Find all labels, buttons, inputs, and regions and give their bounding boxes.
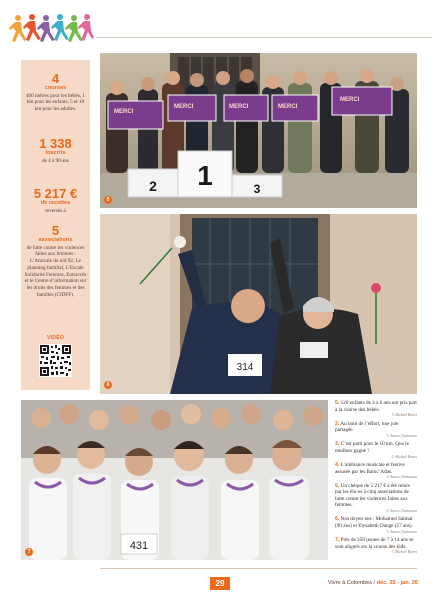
stat-associations bbox=[21, 224, 90, 299]
stat-label: courses bbox=[44, 85, 67, 91]
header-rule bbox=[96, 37, 432, 38]
photo-number-badge: 6 bbox=[104, 381, 112, 389]
caption-text: Un chèque de 5 217 € a été remis par les élu·es à cinq associations de lutte contre les violences faites aux femmes. bbox=[335, 482, 410, 509]
caption-text: 120 enfants de 4 à 6 ans ont pris part à la course des bébés. bbox=[335, 400, 417, 413]
caption-text: Nos doyen·nes : Mohamed Salmat (90 ans) et Elysabeth Dange (57 ans). bbox=[335, 516, 413, 530]
photo-kids-race bbox=[21, 400, 328, 560]
caption bbox=[335, 462, 417, 475]
caption bbox=[335, 421, 417, 434]
photo-podium-illustration bbox=[100, 53, 417, 208]
caption bbox=[335, 441, 417, 454]
issue-date: déc. 25 - jan. 26 bbox=[376, 580, 418, 586]
caption-text: L’ambiance musicale et festive assurée par les Batuc’Adas. bbox=[335, 461, 405, 475]
page-number: 29 bbox=[210, 577, 230, 590]
podium-number: 3 bbox=[253, 182, 261, 196]
stats-sidebar bbox=[21, 60, 90, 390]
photo-number-badge: 5 bbox=[104, 196, 112, 204]
caption-number: 5. bbox=[335, 400, 340, 406]
caption bbox=[335, 483, 417, 510]
stat-label: inscrits bbox=[45, 150, 66, 156]
stat-courses bbox=[21, 72, 90, 113]
stat-label: de recettes bbox=[40, 200, 71, 206]
stat-label: associations bbox=[38, 237, 73, 243]
stat-number: 1 338 bbox=[39, 136, 72, 151]
cheque-text: MERCI bbox=[174, 104, 194, 110]
cheque-text: MERCI bbox=[114, 109, 134, 115]
stat-inscrits bbox=[21, 137, 90, 164]
caption-number: 5. bbox=[335, 482, 340, 489]
bib-number: 314 bbox=[236, 362, 254, 373]
photo-podium-group bbox=[100, 53, 417, 208]
qr-code-icon[interactable] bbox=[39, 344, 72, 377]
stat-desc: reversés à bbox=[45, 207, 66, 214]
caption-text: Près de 350 jeunes de 7 à 14 ans se sont alignés sur la course des kids. bbox=[335, 537, 414, 550]
caption-number: 6. bbox=[335, 516, 340, 523]
footer-masthead bbox=[328, 580, 418, 586]
caption bbox=[335, 537, 417, 550]
caption-number: 7. bbox=[335, 537, 340, 544]
caption bbox=[335, 400, 417, 413]
stat-number: 4 bbox=[51, 71, 60, 86]
photo-captions bbox=[335, 400, 417, 558]
photo-elder-runners bbox=[100, 214, 417, 394]
video-block[interactable] bbox=[37, 335, 74, 383]
stat-desc: de lutte contre les violences faites aux femmes : L’Amicale du nid 92, Le planning familial, L’Escale Solidarité Femmes, Entraccès et le Centre d’information sur les droits des femmes et des familles (CIDFF). bbox=[24, 244, 87, 298]
caption-text: Au bout de l’effort, une joie partagée. bbox=[335, 420, 399, 434]
cheque-text: MERCI bbox=[278, 104, 298, 110]
stat-number: 5 217 € bbox=[33, 186, 78, 201]
magazine-name: Vivre à Colombes / bbox=[327, 580, 376, 586]
stat-desc: de 4 à 90 ans bbox=[41, 157, 70, 164]
bib-number: 431 bbox=[129, 540, 149, 552]
caption-text: C’est parti pour le 10 km. Que le meilleur gagne ! bbox=[335, 441, 409, 454]
video-label: VIDÉO bbox=[46, 335, 65, 341]
photo-credit: © Aurore Chemineau bbox=[386, 509, 417, 514]
photo-elders-illustration bbox=[100, 214, 417, 394]
photo-credit: © Aurore Chemineau bbox=[386, 529, 417, 534]
caption-number: 3. bbox=[335, 441, 340, 448]
caption-number: 4. bbox=[335, 461, 340, 468]
photo-credit: © Michaël Barret bbox=[391, 550, 417, 555]
cheque-text: MERCI bbox=[229, 104, 249, 110]
photo-number-badge: 7 bbox=[25, 548, 33, 556]
footer-rule bbox=[100, 568, 417, 569]
podium-number: 1 bbox=[197, 160, 213, 191]
photo-credit: © Aurore Chemineau bbox=[386, 475, 417, 480]
photo-credit: © Michaël Barret bbox=[391, 413, 417, 418]
stat-recettes bbox=[21, 187, 90, 214]
cheque-text: MERCI bbox=[340, 97, 360, 103]
stat-desc: 400 mètres pour les bébés, 1 km pour les enfants, 5 et 10 km pour les adultes. bbox=[25, 92, 86, 113]
photo-credit: © Michaël Barret bbox=[391, 454, 417, 459]
photo-credit: © Aurore Chemineau bbox=[386, 433, 417, 438]
caption-number: 2. bbox=[335, 420, 340, 427]
podium-number: 2 bbox=[149, 178, 157, 194]
photo-kids-illustration bbox=[21, 400, 328, 560]
runners-logo bbox=[8, 12, 94, 50]
stat-number: 5 bbox=[51, 223, 60, 238]
caption bbox=[335, 516, 417, 529]
